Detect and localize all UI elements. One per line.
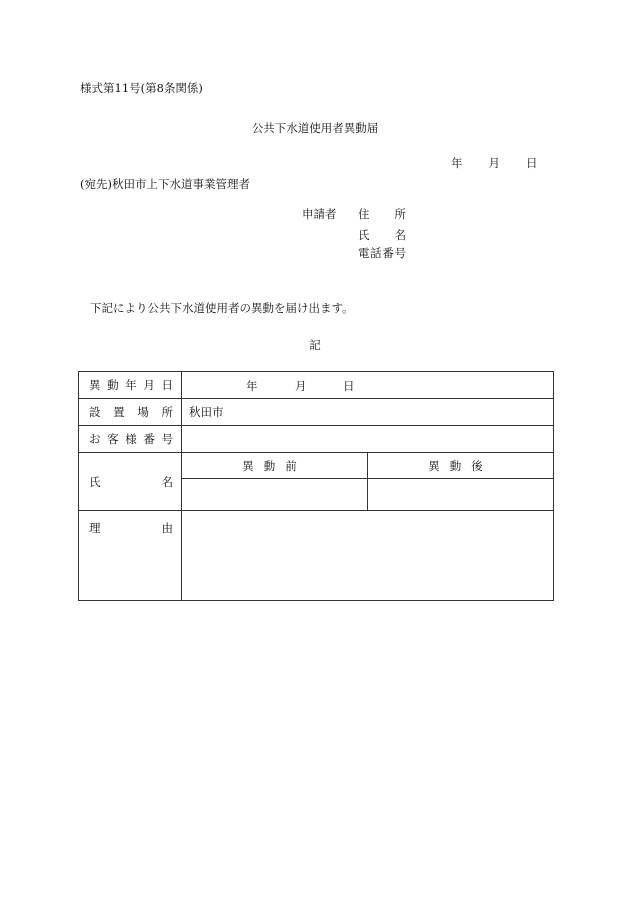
intro-text: 下記により公共下水道使用者の異動を届け出ます。: [90, 301, 354, 315]
change-date-label: 異動年月日: [79, 372, 182, 399]
submission-date: [451, 155, 538, 171]
ki-heading: 記: [309, 338, 321, 352]
name-before-value[interactable]: [182, 479, 368, 511]
customer-number-label: お客様番号: [79, 426, 182, 453]
record-table: [78, 371, 554, 601]
reason-label: 理由: [79, 511, 182, 601]
change-date-month-label: 月: [295, 379, 307, 393]
change-date-row: [79, 372, 554, 399]
name-header-row: [79, 453, 554, 479]
customer-number-value[interactable]: [182, 426, 554, 453]
change-date-day-label: 日: [343, 379, 355, 393]
applicant-phone-label: 電話番号: [358, 246, 406, 260]
addressee: (宛先)秋田市上下水道事業管理者: [80, 177, 250, 191]
location-value[interactable]: 秋田市: [182, 399, 554, 426]
customer-number-row: [79, 426, 554, 453]
location-row: [79, 399, 554, 426]
name-label: 氏名: [79, 453, 182, 511]
before-header: 異動前: [182, 453, 368, 479]
location-label: 設置場所: [79, 399, 182, 426]
date-month-label: 月: [488, 156, 500, 170]
date-year-label: 年: [451, 156, 463, 170]
after-header: 異動後: [368, 453, 554, 479]
name-after-value[interactable]: [368, 479, 554, 511]
reason-value[interactable]: [182, 511, 554, 601]
applicant-label: 申請者: [302, 207, 337, 221]
form-number: 様式第11号(第8条関係): [80, 81, 203, 95]
date-day-label: 日: [526, 156, 538, 170]
applicant-address-label: 住所: [358, 207, 406, 221]
applicant-name-label: 氏名: [358, 228, 406, 242]
change-date-year-label: 年: [246, 379, 258, 393]
form-title: 公共下水道使用者異動届: [251, 121, 379, 135]
reason-row: [79, 511, 554, 601]
change-date-value[interactable]: [182, 372, 554, 399]
